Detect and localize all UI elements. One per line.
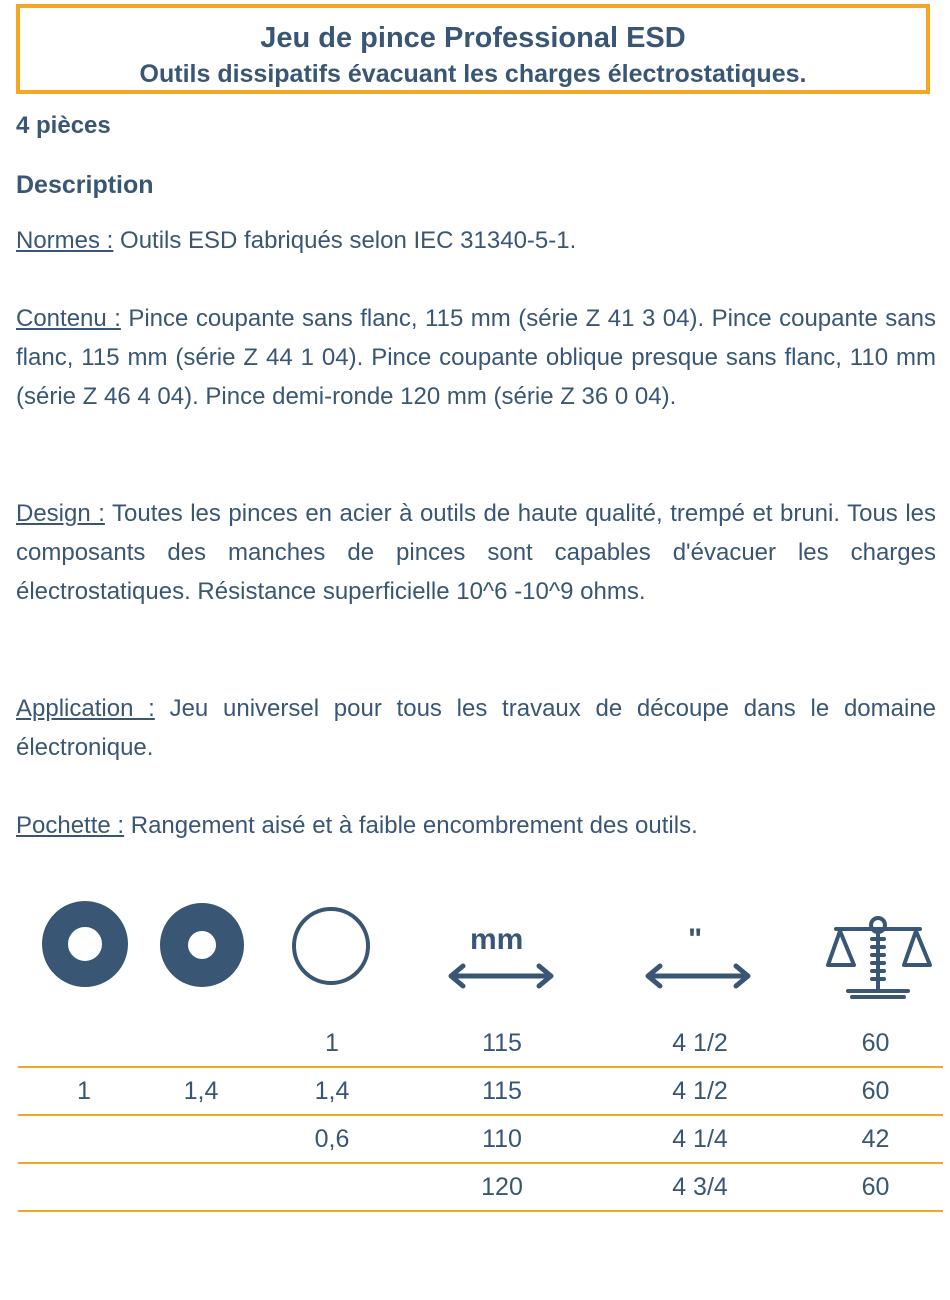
section-label: Application :	[16, 695, 155, 722]
section-text: Jeu universel pour tous les travaux de découpe dans le domaine électronique.	[16, 695, 937, 761]
section-design	[16, 494, 936, 611]
table-cell	[150, 1115, 252, 1163]
table-cell	[150, 1163, 252, 1211]
page-subtitle: Outils dissipatifs évacuant les charges électrostatiques.	[139, 60, 807, 88]
table-row	[18, 1115, 943, 1163]
title-box	[16, 4, 930, 94]
table-cell: 1,4	[150, 1067, 252, 1115]
icon-row	[0, 895, 950, 1015]
table-row	[18, 1163, 943, 1211]
section-text: Outils ESD fabriqués selon IEC 31340-5-1.	[113, 227, 577, 254]
table-row	[18, 1067, 943, 1115]
table-cell: 4 1/2	[592, 1067, 808, 1115]
thick-ring-icon	[42, 901, 128, 987]
section-label: Contenu :	[16, 305, 121, 332]
section-text: Pince coupante sans flanc, 115 mm (série Z 41 3 04). Pince coupante sans flanc, 115 mm (série Z 44 1 04). Pince coupante oblique presque sans flanc, 110 mm (série Z 46 4 04). Pince demi-ronde 120 mm (série Z 36 0 04).	[16, 305, 937, 410]
table-cell: 42	[808, 1115, 943, 1163]
table-cell: 0,6	[252, 1115, 412, 1163]
table-cell	[18, 1115, 150, 1163]
inch-label: "	[688, 923, 703, 956]
table-cell: 60	[808, 1163, 943, 1211]
mm-arrow-icon	[445, 961, 557, 991]
medium-ring-icon	[160, 903, 244, 987]
inch-arrow-icon	[642, 961, 754, 991]
section-application	[16, 689, 936, 767]
section-label: Pochette :	[16, 812, 125, 839]
section-text: Rangement aisé et à faible encombrement des outils.	[124, 812, 698, 839]
table-cell: 1	[18, 1067, 150, 1115]
table-cell: 4 3/4	[592, 1163, 808, 1211]
section-pochette	[16, 806, 936, 845]
table-cell: 115	[412, 1067, 592, 1115]
page-title: Jeu de pince Professional ESD	[260, 22, 686, 54]
table-cell: 120	[412, 1163, 592, 1211]
thin-ring-icon	[290, 905, 372, 987]
section-text: Toutes les pinces en acier à outils de haute qualité, trempé et bruni. Tous les composants des manches de pinces sont capables d'évacuer les charges électrostatiques. Résistance superficielle 10^6 -10^9 ohms.	[16, 500, 936, 605]
scale-icon	[822, 913, 934, 1003]
table-cell: 1	[252, 1020, 412, 1067]
table-cell	[252, 1163, 412, 1211]
table-cell: 60	[808, 1067, 943, 1115]
table-row	[18, 1020, 943, 1067]
table-cell	[150, 1020, 252, 1067]
table-cell: 1,4	[252, 1067, 412, 1115]
table-cell	[18, 1020, 150, 1067]
mm-label: mm	[470, 923, 524, 956]
table-cell: 4 1/2	[592, 1020, 808, 1067]
spec-table	[18, 1020, 943, 1212]
section-contenu	[16, 299, 936, 416]
section-label: Normes :	[16, 227, 114, 254]
section-label: Design :	[16, 500, 105, 527]
table-cell	[18, 1163, 150, 1211]
description-heading: Description	[16, 171, 154, 199]
table-cell: 4 1/4	[592, 1115, 808, 1163]
table-cell: 115	[412, 1020, 592, 1067]
section-normes	[16, 221, 936, 260]
pieces-count: 4 pièces	[16, 112, 111, 139]
table-cell: 110	[412, 1115, 592, 1163]
table-cell: 60	[808, 1020, 943, 1067]
